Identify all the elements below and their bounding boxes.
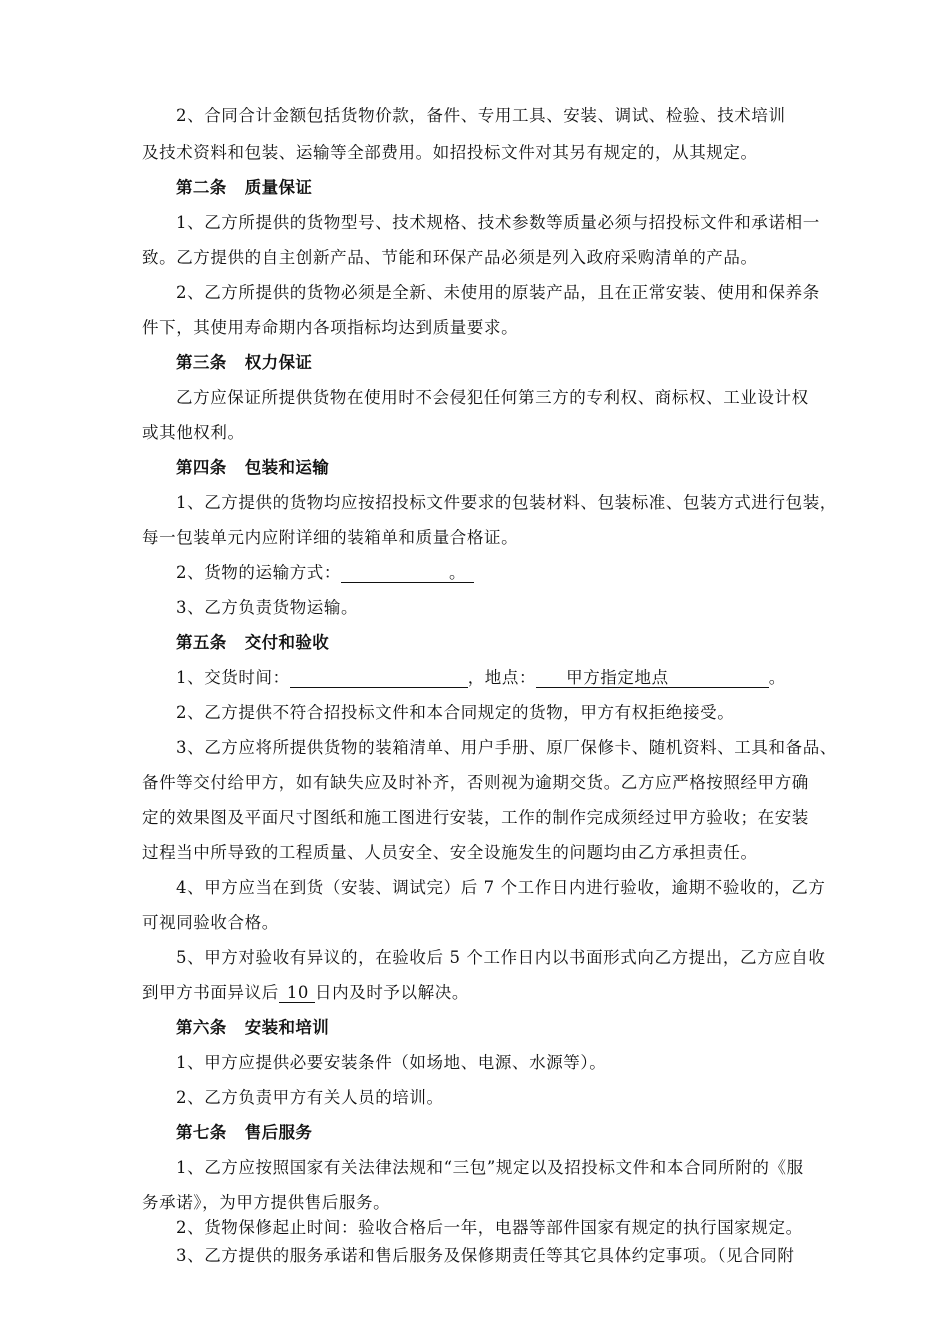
article-3-number: 第三条	[176, 353, 227, 372]
clause-1-2-line-2: 及技术资料和包装、运输等全部费用。如招投标文件对其另有规定的，从其规定。	[142, 143, 758, 162]
delivery-time-blank	[290, 669, 468, 688]
clause-2-1-line-1: 1、乙方所提供的货物型号、技术规格、技术参数等质量必须与招投标文件和承诺相一	[176, 213, 820, 232]
article-2-heading	[176, 178, 312, 198]
article-2-title: 质量保证	[244, 178, 313, 197]
clause-2-1-line-2: 致。乙方提供的自主创新产品、节能和环保产品必须是列入政府采购清单的产品。	[142, 248, 758, 267]
clause-5-4-line-2: 可视同验收合格。	[142, 913, 279, 932]
article-5-number: 第五条	[176, 633, 227, 652]
clause-3-line-2: 或其他权利。	[142, 423, 245, 442]
article-7-title: 售后服务	[244, 1123, 313, 1142]
clause-4-1-line-1: 1、乙方提供的货物均应按招投标文件要求的包装材料、包装标准、包装方式进行包装，	[176, 493, 837, 512]
article-4-heading	[176, 458, 329, 478]
delivery-time-label: 1、交货时间：	[176, 668, 290, 687]
article-6-heading	[176, 1018, 329, 1038]
article-7-number: 第七条	[176, 1123, 227, 1142]
article-3-heading	[176, 353, 312, 373]
clause-5-3-line-4: 过程当中所导致的工程质量、人员安全、安全设施发生的问题均由乙方承担责任。	[142, 843, 758, 862]
clause-3-line-1: 乙方应保证所提供货物在使用时不会侵犯任何第三方的专利权、商标权、工业设计权	[176, 388, 809, 407]
clause-7-1-line-1: 1、乙方应按照国家有关法律法规和“三包”规定以及招投标文件和本合同所附的《服	[176, 1158, 804, 1177]
clause-7-2: 2、货物保修起止时间：验收合格后一年，电器等部件国家有规定的执行国家规定。	[176, 1218, 803, 1237]
clause-2-2-line-2: 件下，其使用寿命期内各项指标均达到质量要求。	[142, 318, 519, 337]
article-4-title: 包装和运输	[244, 458, 330, 477]
clause-5-3-line-2: 备件等交付给甲方，如有缺失应及时补齐，否则视为逾期交货。乙方应严格按照经甲方确	[142, 773, 809, 792]
article-4-number: 第四条	[176, 458, 227, 477]
clause-4-2	[176, 563, 474, 583]
clause-4-1-line-2: 每一包装单元内应附详细的装箱单和质量合格证。	[142, 528, 519, 547]
article-6-title: 安装和培训	[244, 1018, 330, 1037]
clause-5-5-line-2: 到甲方书面异议后 10 日内及时予以解决。	[142, 983, 469, 1002]
clause-7-3: 3、乙方提供的服务承诺和售后服务及保修期责任等其它具体约定事项。（见合同附	[176, 1246, 795, 1265]
clause-6-1: 1、甲方应提供必要安装条件（如场地、电源、水源等）。	[176, 1053, 607, 1072]
clause-5-4-line-1: 4、甲方应当在到货（安装、调试完）后 7 个工作日内进行验收，逾期不验收的，乙方	[176, 878, 826, 897]
article-6-number: 第六条	[176, 1018, 227, 1037]
clause-6-2: 2、乙方负责甲方有关人员的培训。	[176, 1088, 444, 1107]
clause-5-1: 1、交货时间： ，地点： 甲方指定地点 。	[176, 668, 786, 687]
clause-4-3: 3、乙方负责货物运输。	[176, 598, 359, 617]
transport-method-blank: 。	[341, 563, 474, 583]
article-7-heading	[176, 1123, 312, 1143]
clause-2-2-line-1: 2、乙方所提供的货物必须是全新、未使用的原装产品，且在正常安装、使用和保养条	[176, 283, 820, 302]
article-3-title: 权力保证	[244, 353, 313, 372]
delivery-place-value: 甲方指定地点	[536, 668, 769, 688]
article-2-number: 第二条	[176, 178, 227, 197]
article-5-heading	[176, 633, 329, 653]
article-5-title: 交付和验收	[244, 633, 330, 652]
clause-5-5-line-1: 5、甲方对验收有异议的，在验收后 5 个工作日内以书面形式向乙方提出，乙方应自收	[176, 948, 826, 967]
clause-5-2: 2、乙方提供不符合招投标文件和本合同规定的货物，甲方有权拒绝接受。	[176, 703, 735, 722]
transport-method-label: 2、货物的运输方式：	[176, 563, 341, 582]
clause-7-1-line-2: 务承诺》，为甲方提供售后服务。	[142, 1193, 391, 1212]
clause-5-3-line-3: 定的效果图及平面尺寸图纸和施工图进行安装，工作的制作完成须经过甲方验收；在安装	[142, 808, 809, 827]
clause-5-3-line-1: 3、乙方应将所提供货物的装箱清单、用户手册、原厂保修卡、随机资料、工具和备品、	[176, 738, 837, 757]
clause-1-2-line-1: 2、合同合计金额包括货物价款，备件、专用工具、安装、调试、检验、技术培训	[176, 106, 786, 125]
resolution-days-blank: 10	[279, 983, 315, 1003]
delivery-place-label: ，地点：	[467, 668, 537, 687]
